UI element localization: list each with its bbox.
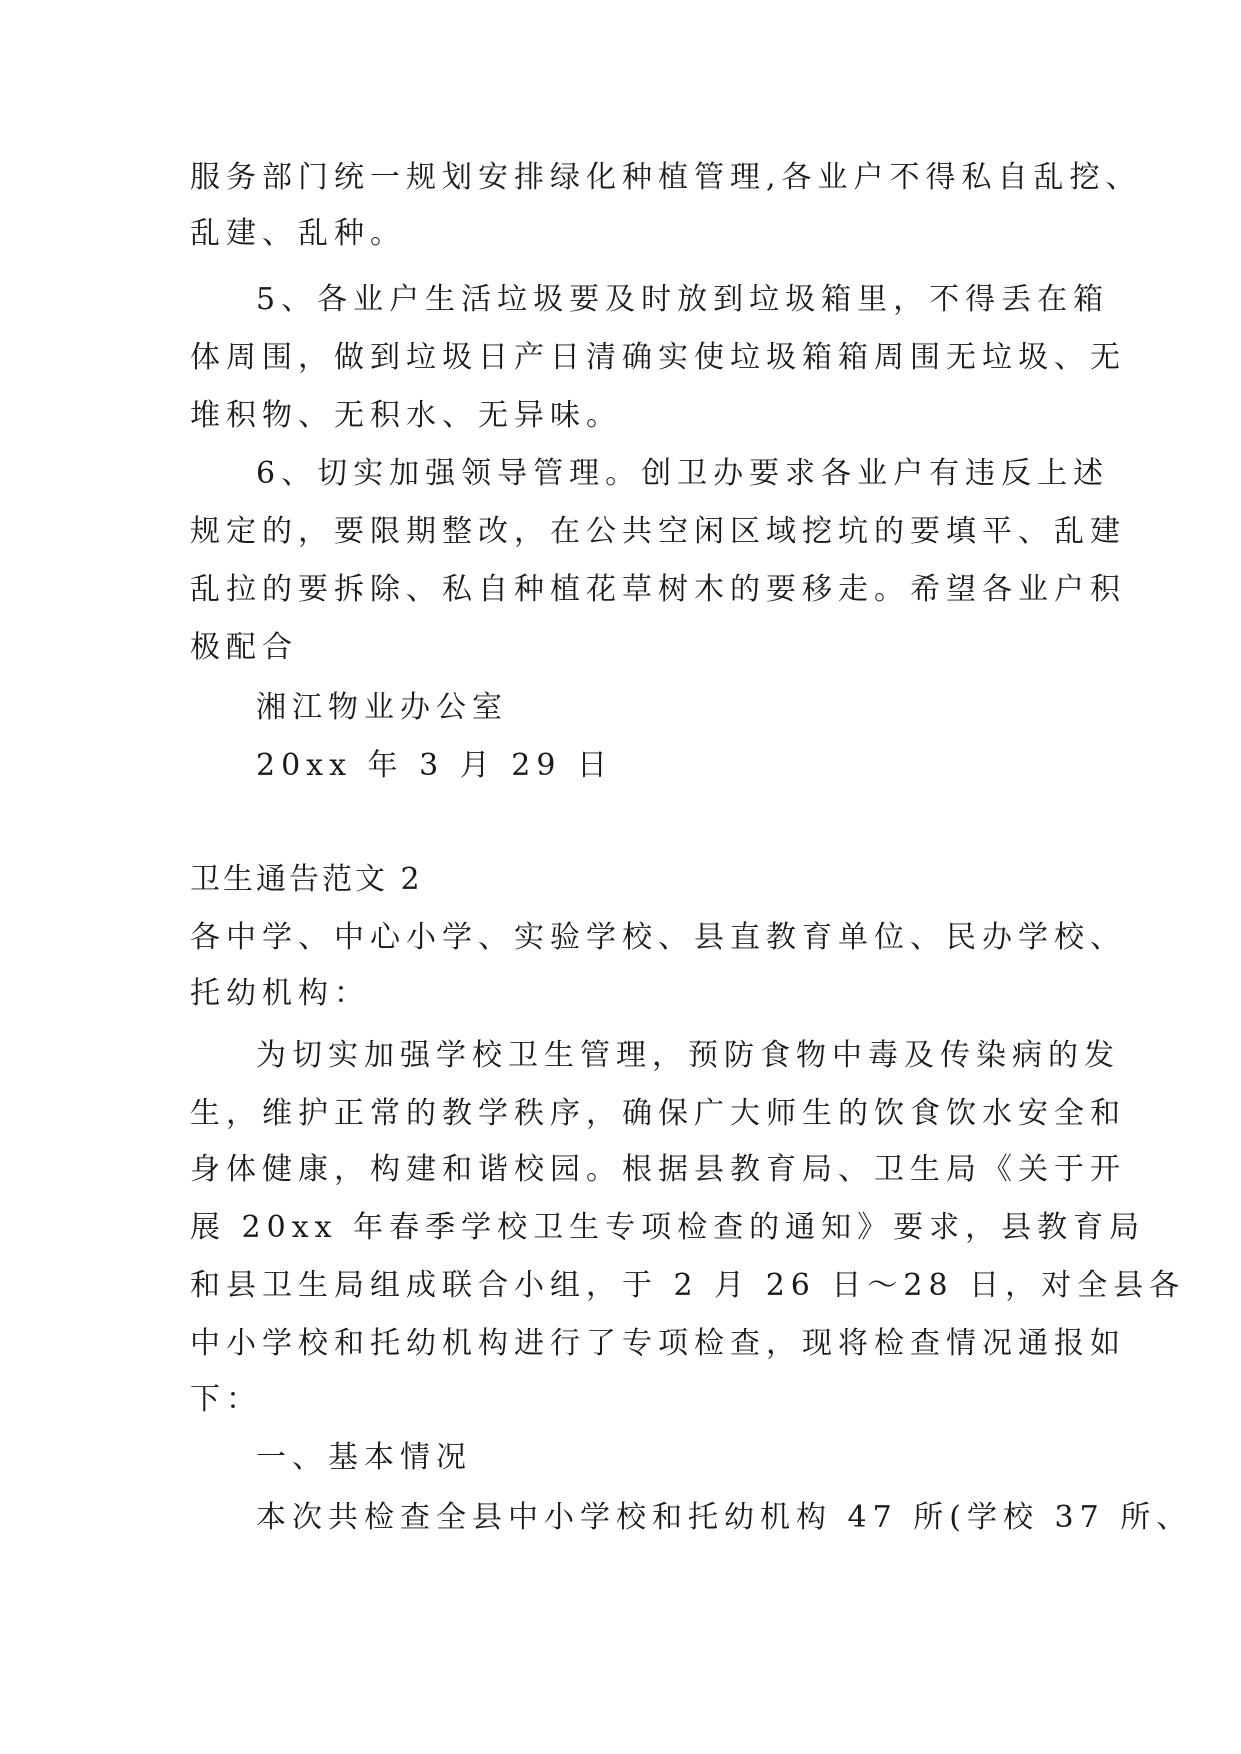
text-line: 本次共检查全县中小学校和托幼机构 47 所(学校 37 所、 (256, 1500, 1193, 1535)
signature-org: 湘江物业办公室 (256, 690, 508, 725)
text-line: 下： (190, 1382, 262, 1417)
text-line: 中小学校和托幼机构进行了专项检查，现将检查情况通报如 (190, 1326, 1126, 1361)
subsection-title: 一、基本情况 (256, 1440, 472, 1475)
text-line: 和县卫生局组成联合小组，于 2 月 26 日～28 日，对全县各 (190, 1268, 1186, 1303)
text-line: 乱拉的要拆除、私自种植花草树木的要移走。希望各业户积 (190, 572, 1126, 607)
text-line: 5、各业户生活垃圾要及时放到垃圾箱里，不得丢在箱 (256, 282, 1110, 317)
text-line: 规定的，要限期整改，在公共空闲区域挖坑的要填平、乱建 (190, 514, 1126, 549)
section-title: 卫生通告范文 2 (190, 862, 423, 897)
text-line: 生，维护正常的教学秩序，确保广大师生的饮食饮水安全和 (190, 1096, 1126, 1131)
text-line: 托幼机构： (190, 976, 370, 1011)
signature-date: 20xx 年 3 月 29 日 (256, 748, 613, 783)
text-line: 乱建、乱种。 (190, 216, 406, 251)
text-line: 极配合 (190, 630, 298, 665)
text-line: 体周围，做到垃圾日产日清确实使垃圾箱箱周围无垃圾、无 (190, 340, 1126, 375)
text-line: 为切实加强学校卫生管理，预防食物中毒及传染病的发 (256, 1038, 1120, 1073)
text-line: 各中学、中心小学、实验学校、县直教育单位、民办学校、 (190, 920, 1126, 955)
text-line: 身体健康，构建和谐校园。根据县教育局、卫生局《关于开 (190, 1152, 1126, 1187)
text-line: 堆积物、无积水、无异味。 (190, 398, 622, 433)
text-line: 展 20xx 年春季学校卫生专项检查的通知》要求，县教育局 (190, 1210, 1146, 1245)
text-line: 6、切实加强领导管理。创卫办要求各业户有违反上述 (256, 456, 1110, 491)
text-line: 服务部门统一规划安排绿化种植管理,各业户不得私自乱挖、 (190, 160, 1142, 195)
